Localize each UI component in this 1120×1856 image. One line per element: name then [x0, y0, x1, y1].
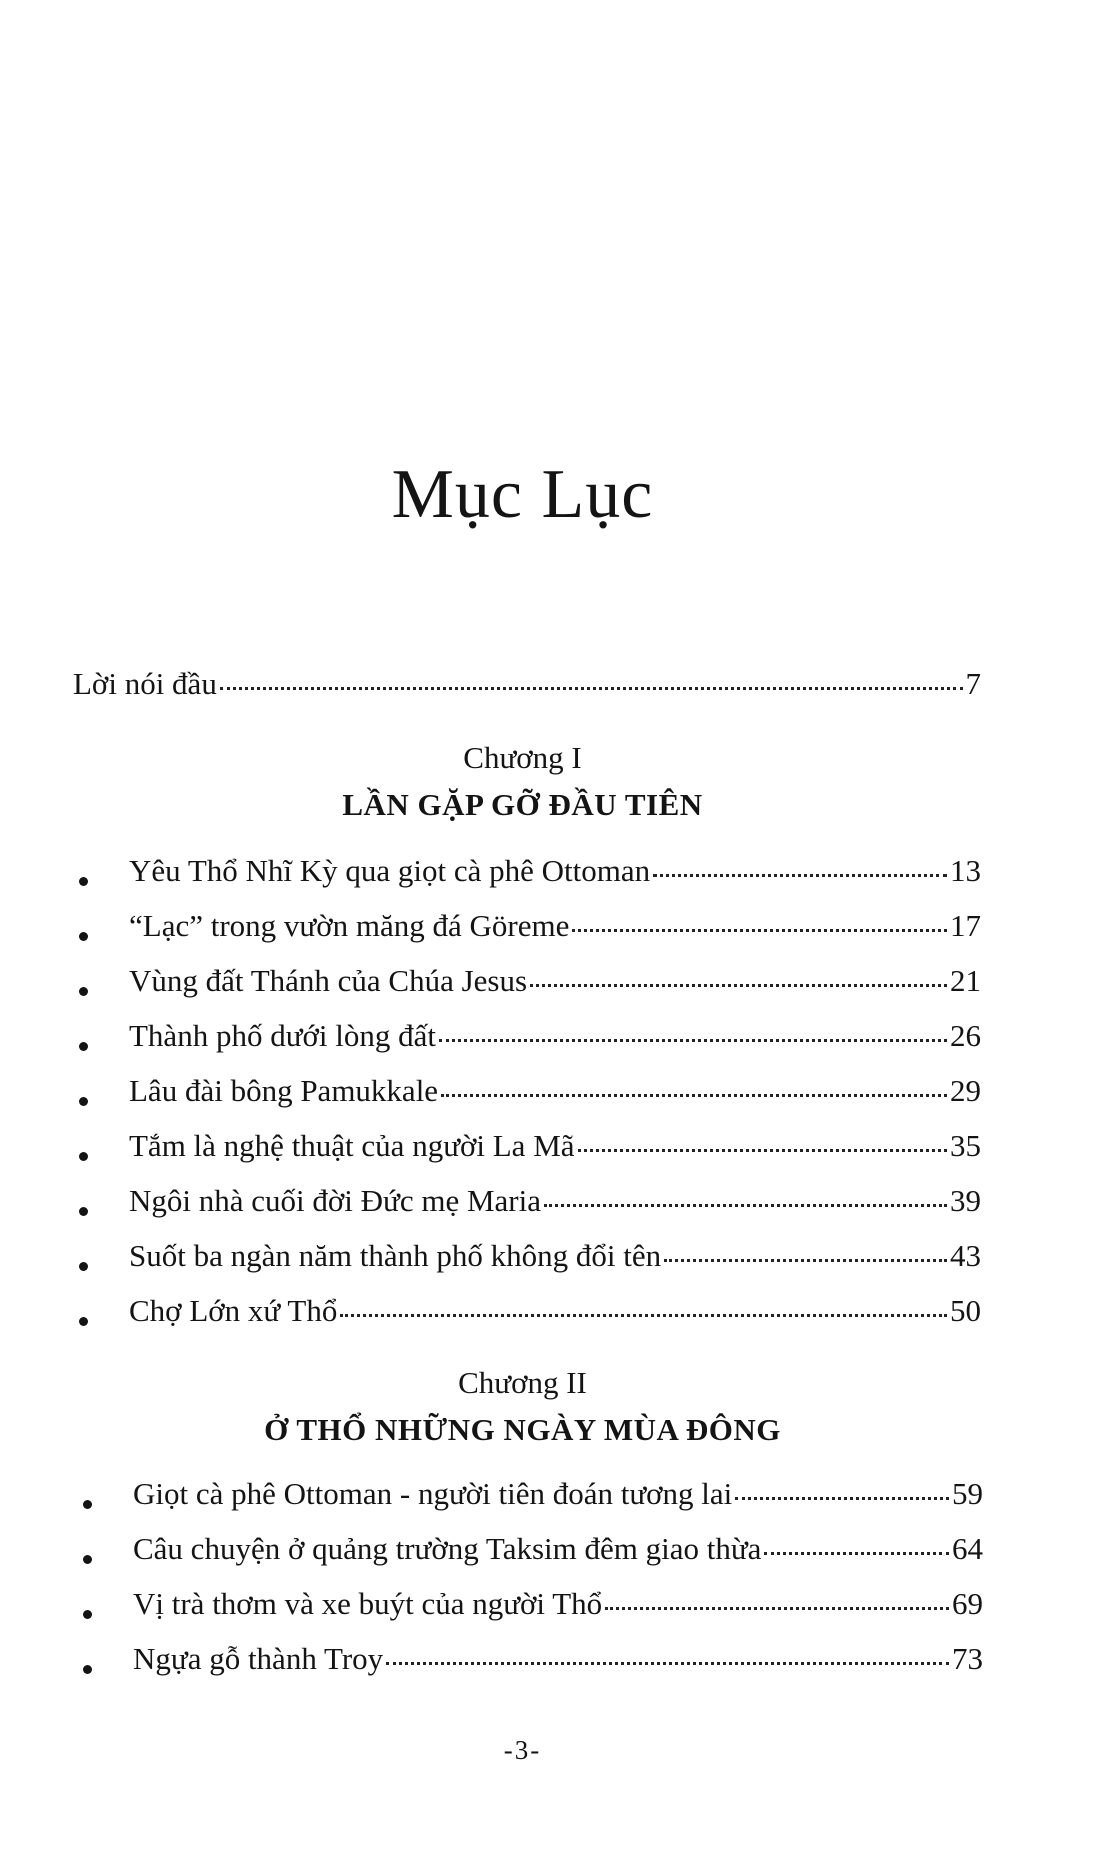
bullet-icon	[79, 1042, 88, 1051]
chapter-2-title: Ở THỔ NHỮNG NGÀY MÙA ĐÔNG	[264, 1412, 781, 1447]
toc-entry	[133, 1639, 983, 1679]
toc-entry-page: 43	[950, 1238, 981, 1273]
bullet-icon	[79, 987, 88, 996]
toc-entry-page: 73	[952, 1641, 983, 1676]
dot-leader	[544, 1204, 947, 1207]
dot-leader	[530, 984, 947, 987]
dot-leader	[441, 1094, 947, 1097]
page-number: -3-	[503, 1735, 542, 1765]
bullet-icon	[83, 1665, 92, 1674]
bullet-icon	[83, 1500, 92, 1509]
dot-leader	[572, 929, 947, 932]
toc-entry-label: Vùng đất Thánh của Chúa Jesus	[129, 963, 528, 998]
toc-entry	[129, 1016, 981, 1056]
toc-entry	[129, 906, 981, 946]
toc-entry-label: Ngôi nhà cuối đời Đức mẹ Maria	[129, 1183, 541, 1218]
dot-leader	[605, 1607, 949, 1610]
chapter-1-title: LẦN GẶP GỠ ĐẦU TIÊN	[342, 787, 703, 822]
toc-entry-label: Câu chuyện ở quảng trường Taksim đêm giao thừa	[133, 1531, 762, 1566]
toc-entry	[129, 851, 981, 891]
dot-leader	[578, 1149, 947, 1152]
toc-entry-label: Ngựa gỗ thành Troy	[133, 1641, 384, 1676]
page-title: Mục Lục	[391, 456, 654, 533]
dot-leader	[764, 1552, 949, 1555]
toc-entry-label: Giọt cà phê Ottoman - người tiên đoán tương lai	[133, 1476, 733, 1511]
toc-entry-label: Vị trà thơm và xe buýt của người Thổ	[133, 1586, 603, 1621]
dot-leader	[220, 687, 963, 690]
toc-entry	[133, 1529, 983, 1569]
dot-leader	[340, 1314, 947, 1317]
toc-entry-foreword	[73, 664, 981, 704]
toc-entry	[133, 1474, 983, 1514]
chapter-2-label: Chương II	[458, 1365, 587, 1400]
bullet-icon	[79, 1152, 88, 1161]
toc-entry-label: Lời nói đầu	[73, 666, 217, 701]
toc-entry-page: 26	[950, 1018, 981, 1053]
toc-entry	[133, 1584, 983, 1624]
dot-leader	[386, 1662, 949, 1665]
toc-entry-page: 17	[950, 908, 981, 943]
toc-entry-page: 29	[950, 1073, 981, 1108]
toc-entry	[129, 1126, 981, 1166]
bullet-icon	[79, 1262, 88, 1271]
bullet-icon	[79, 932, 88, 941]
toc-entry-page: 35	[950, 1128, 981, 1163]
toc-entry-label: Yêu Thổ Nhĩ Kỳ qua giọt cà phê Ottoman	[129, 853, 651, 888]
toc-entry-label: Tắm là nghệ thuật của người La Mã	[129, 1128, 575, 1163]
toc-entry	[129, 961, 981, 1001]
toc-entry	[129, 1236, 981, 1276]
bullet-icon	[79, 877, 88, 886]
toc-entry-label: Chợ Lớn xứ Thổ	[129, 1293, 338, 1328]
toc-entry-page: 64	[952, 1531, 983, 1566]
toc-entry-page: 59	[952, 1476, 983, 1511]
bullet-icon	[83, 1555, 92, 1564]
dot-leader	[735, 1497, 949, 1500]
chapter-1-label: Chương I	[463, 740, 582, 775]
bullet-icon	[83, 1610, 92, 1619]
toc-entry-page: 7	[965, 666, 981, 701]
toc-entry	[129, 1291, 981, 1331]
toc-entry	[129, 1071, 981, 1111]
toc-entry-label: “Lạc” trong vườn măng đá Göreme	[129, 908, 570, 943]
toc-entry-page: 13	[950, 853, 981, 888]
toc-entry-page: 50	[950, 1293, 981, 1328]
toc-entry-page: 69	[952, 1586, 983, 1621]
toc-entry-page: 21	[950, 963, 981, 998]
toc-entry-label: Lâu đài bông Pamukkale	[129, 1073, 439, 1108]
bullet-icon	[79, 1207, 88, 1216]
dot-leader	[439, 1039, 947, 1042]
dot-leader	[653, 874, 947, 877]
toc-entry-label: Thành phố dưới lòng đất	[129, 1018, 436, 1053]
toc-entry-label: Suốt ba ngàn năm thành phố không đổi tên	[129, 1238, 662, 1273]
dot-leader	[664, 1259, 947, 1262]
bullet-icon	[79, 1317, 88, 1326]
toc-entry	[129, 1181, 981, 1221]
toc-entry-page: 39	[950, 1183, 981, 1218]
bullet-icon	[79, 1097, 88, 1106]
